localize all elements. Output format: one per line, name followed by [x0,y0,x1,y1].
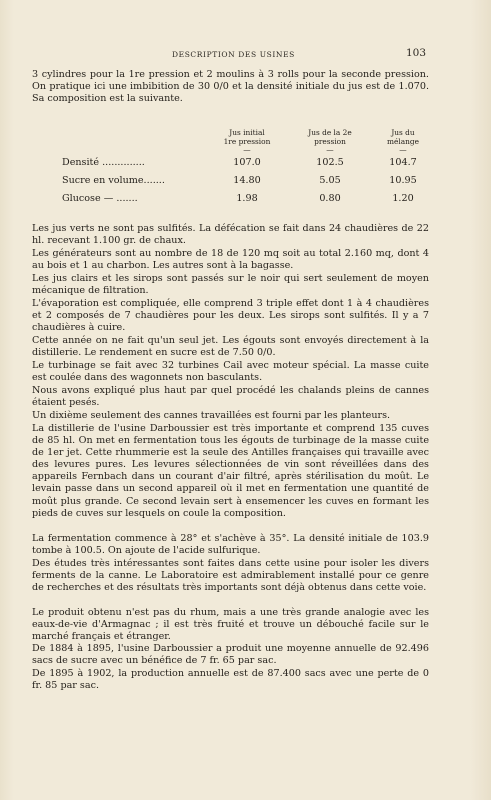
row-label: Densité .............. [62,157,145,168]
body-paragraph: Les jus verts ne sont pas sulfités. La défécation se fait dans 24 chaudières de 22 hl. recevant 1.100 gr. de chaux. [32,223,429,247]
body-paragraph: Le produit obtenu n'est pas du rhum, mais a une très grande analogie avec les eaux-de-vie d'Armagnac ; il est très fruité et trouve un débouché facile sur le marché français et étranger. [32,607,429,643]
body-paragraph: Un dixième seulement des cannes travaillées est fourni par les planteurs. [32,410,391,421]
body-paragraph: Cette année on ne fait qu'un seul jet. Les égouts sont envoyés directement à la distillerie. Le rendement en sucre est de 7.50 0/0. [32,335,429,359]
cell-value: 14.80 [233,175,261,186]
body-paragraph: Les générateurs sont au nombre de 18 de 120 mq soit au total 2.160 mq, dont 4 au bois et 1 au charbon. Les autres sont à la bagasse. [32,248,429,272]
cell-value: 104.7 [389,157,417,168]
cell-value: 0.80 [319,193,341,204]
running-title: DESCRIPTION DES USINES [172,50,295,59]
body-paragraph: Nous avons expliqué plus haut par quel procédé les chalands pleins de cannes étaient pesés. [32,385,429,409]
cell-value: 10.95 [389,175,417,186]
body-paragraph: Des études très intéressantes sont faites dans cette usine pour isoler les divers ferments de la canne. Le Laboratoire est admirablement installé pour ce genre de recherches et des résultats très importants sont déjà obtenus dans cette voie. [32,558,429,594]
body-paragraph: L'évaporation est compliquée, elle comprend 3 triple effet dont 1 à 4 chaudières et 2 composés de 7 chaudières pour les deux. Les sirops sont sulfités. Il y a 7 chaudières à cuire. [32,298,429,334]
table-header [32,129,432,159]
body-paragraph: Les jus clairs et les sirops sont passés sur le noir qui sert seulement de moyen mécanique de filtration. [32,273,429,297]
cell-value: 102.5 [316,157,344,168]
intro-paragraph: 3 cylindres pour la 1re pression et 2 moulins à 3 rolls pour la seconde pression. On pratique ici une imbibition de 30 0/0 et la densité initiale du jus est de 1.070. Sa composition est la suivante. [32,69,429,105]
cell-value: 5.05 [319,175,341,186]
cell-value: 107.0 [233,157,261,168]
col-header-1: Jus initial 1re pression — [223,128,271,154]
page-number: 103 [406,47,427,59]
running-header [32,47,432,61]
body-paragraph: La fermentation commence à 28° et s'achève à 35°. La densité initiale de 103.9 tombe à 100.5. On ajoute de l'acide sulfurique. [32,533,429,557]
body-paragraph: De 1884 à 1895, l'usine Darboussier a produit une moyenne annuelle de 92.496 sacs de sucre avec un bénéfice de 7 fr. 65 par sac. [32,643,429,667]
body-paragraph: De 1895 à 1902, la production annuelle est de 87.400 sacs avec une perte de 0 fr. 85 par sac. [32,668,429,692]
cell-value: 1.20 [392,193,414,204]
cell-value: 1.98 [236,193,258,204]
row-label: Sucre en volume....... [62,175,165,186]
table-row [32,175,432,188]
table-row [32,157,432,170]
col-header-2: Jus de la 2e pression — [308,128,352,154]
row-label: Glucose — ....... [62,193,138,204]
body-paragraph: Le turbinage se fait avec 32 turbines Cail avec moteur spécial. La masse cuite est coulée dans des wagonnets non basculants. [32,360,429,384]
col-header-3: Jus du mélange — [386,128,420,154]
table-row [32,193,432,206]
body-paragraph: La distillerie de l'usine Darboussier est très importante et comprend 135 cuves de 85 hl. On met en fermentation tous les égouts de turbinage de la masse cuite de 1er jet. Cette rhummerie est la seule des Antilles françaises qui travaille avec des levures pures. Les levures sélectionnées de vin sont réveillées dans des appareils Fernbach dans un courant d'air filtré, après stérilisation du moût. Le levain passe dans un second appareil où il met en fermentation une quantité de moût plus grande. Ce second levain sert à ensemencer les cuves en formant les pieds de cuves sur lesquels on coule la composition. [32,423,429,519]
